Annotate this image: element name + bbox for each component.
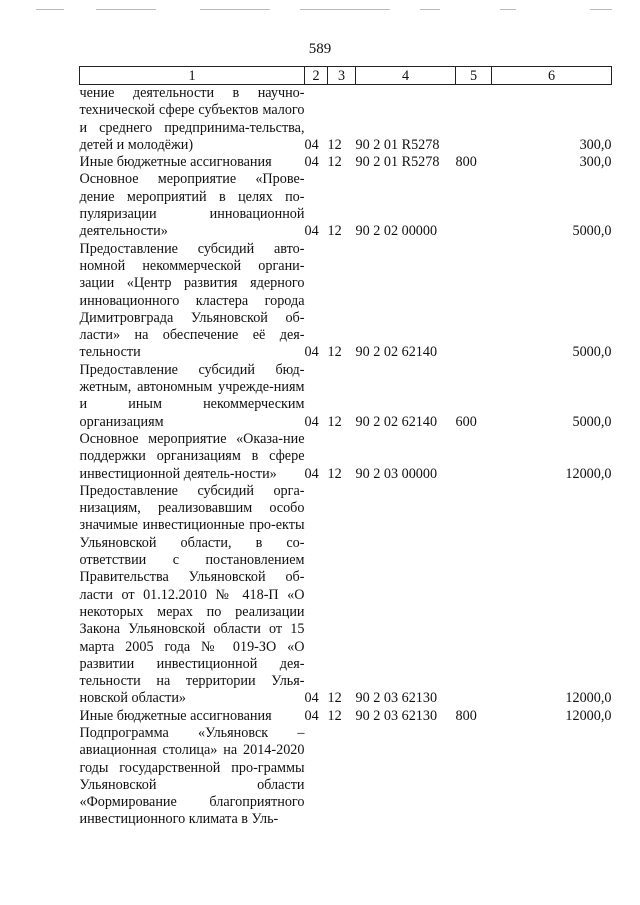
row-target: 90 2 02 62140 (355, 413, 438, 430)
scan-artifact (590, 9, 612, 10)
scan-artifact (96, 9, 156, 10)
header-col-3: 3 (328, 67, 356, 85)
row-target: 90 2 03 62130 (355, 690, 438, 707)
header-col-5: 5 (456, 67, 492, 85)
table-row (80, 362, 612, 431)
row-subsection: 12 (327, 344, 342, 361)
row-subsection: 12 (327, 136, 342, 153)
row-type (456, 171, 492, 240)
row-section (305, 725, 328, 829)
header-col-1: 1 (80, 67, 305, 85)
row-name: Основное мероприятие «Оказа-ние поддержки организациям в сфере инвестиционной деятель-ности» (79, 430, 305, 482)
row-subsection (328, 725, 356, 829)
row-type (456, 241, 492, 362)
table-row (80, 483, 612, 708)
row-type (456, 725, 492, 829)
row-name: Предоставление субсидий авто-номной некоммерческой органи-зации «Центр развития ядерного инновационного кластера города Димитровграда Ульяновской об-ласти» на обеспечение её дея-тельности (79, 240, 305, 361)
row-amount (492, 725, 612, 829)
row-subsection: 12 (327, 707, 342, 724)
row-amount: 5000,0 (572, 413, 612, 430)
row-section: 04 (304, 136, 319, 153)
row-section: 04 (304, 344, 319, 361)
row-section: 04 (304, 413, 319, 430)
budget-table (79, 66, 612, 829)
row-type (456, 431, 492, 483)
row-amount: 12000,0 (565, 707, 612, 724)
row-amount: 5000,0 (572, 223, 612, 240)
row-subsection: 12 (327, 465, 342, 482)
row-amount: 300,0 (579, 154, 612, 171)
table-row (80, 154, 612, 171)
header-col-6: 6 (492, 67, 612, 85)
table-row (80, 241, 612, 362)
row-name: Подпрограмма «Ульяновск – авиационная столица» на 2014-2020 годы государственной про-граммы Ульяновской области «Формирование благоприятного инвестиционного климата в Уль- (79, 724, 305, 828)
row-section: 04 (304, 223, 319, 240)
row-name: Иные бюджетные ассигнования (79, 707, 272, 724)
row-target: 90 2 01 R5278 (355, 136, 440, 153)
row-section: 04 (304, 154, 319, 171)
table-row (80, 85, 612, 155)
header-col-4: 4 (356, 67, 456, 85)
scan-artifact (300, 9, 390, 10)
row-amount: 5000,0 (572, 344, 612, 361)
row-section: 04 (304, 690, 319, 707)
row-name: Иные бюджетные ассигнования (79, 154, 272, 171)
row-subsection: 12 (327, 690, 342, 707)
row-target: 90 2 03 00000 (355, 465, 438, 482)
table-header-row (80, 67, 612, 85)
row-type (456, 85, 492, 155)
row-section: 04 (304, 465, 319, 482)
scan-artifact (36, 9, 64, 10)
row-name: чение деятельности в научно-технической сфере субъектов малого и среднего предпринима-тельства, детей и молодёжи) (79, 85, 305, 153)
table-row (80, 171, 612, 240)
scan-artifact (420, 9, 440, 10)
row-target: 90 2 03 62130 (355, 707, 438, 724)
header-col-2: 2 (305, 67, 328, 85)
row-type: 800 (455, 707, 477, 724)
table-row (80, 725, 612, 829)
table-row (80, 431, 612, 483)
row-name: Предоставление субсидий орга-низациям, реализовавшим особо значимые инвестиционные про-екты Ульяновской области, в со-ответствии с постановлением Правительства Ульяновской об-ласти от 01.12.2010 № 418-П «О некоторых мерах по реализации Закона Ульяновской области от 15 марта 2005 года № 019-ЗО «О развитии инвестиционной дея-тельности на территории Улья-новской области» (79, 482, 305, 707)
page-number: 589 (308, 41, 332, 57)
row-type: 800 (455, 154, 477, 171)
row-amount: 300,0 (579, 136, 612, 153)
row-name: Основное мероприятие «Прове-дение мероприятий в целях по-пуляризации инновационной деятельности» (79, 171, 305, 240)
row-name: Предоставление субсидий бюд-жетным, автономным учрежде-ниям и иным некоммерческим организациям (79, 361, 305, 430)
row-amount: 12000,0 (565, 690, 612, 707)
row-target: 90 2 02 00000 (355, 223, 438, 240)
row-subsection: 12 (327, 413, 342, 430)
scan-artifact (200, 9, 270, 10)
row-subsection: 12 (327, 223, 342, 240)
row-amount: 12000,0 (565, 465, 612, 482)
row-section: 04 (304, 707, 319, 724)
row-target (356, 725, 456, 829)
row-subsection: 12 (327, 154, 342, 171)
table-row (80, 708, 612, 725)
scan-artifact (500, 9, 516, 10)
row-target: 90 2 01 R5278 (355, 154, 440, 171)
row-type (456, 483, 492, 708)
row-type: 600 (455, 413, 477, 430)
row-target: 90 2 02 62140 (355, 344, 438, 361)
